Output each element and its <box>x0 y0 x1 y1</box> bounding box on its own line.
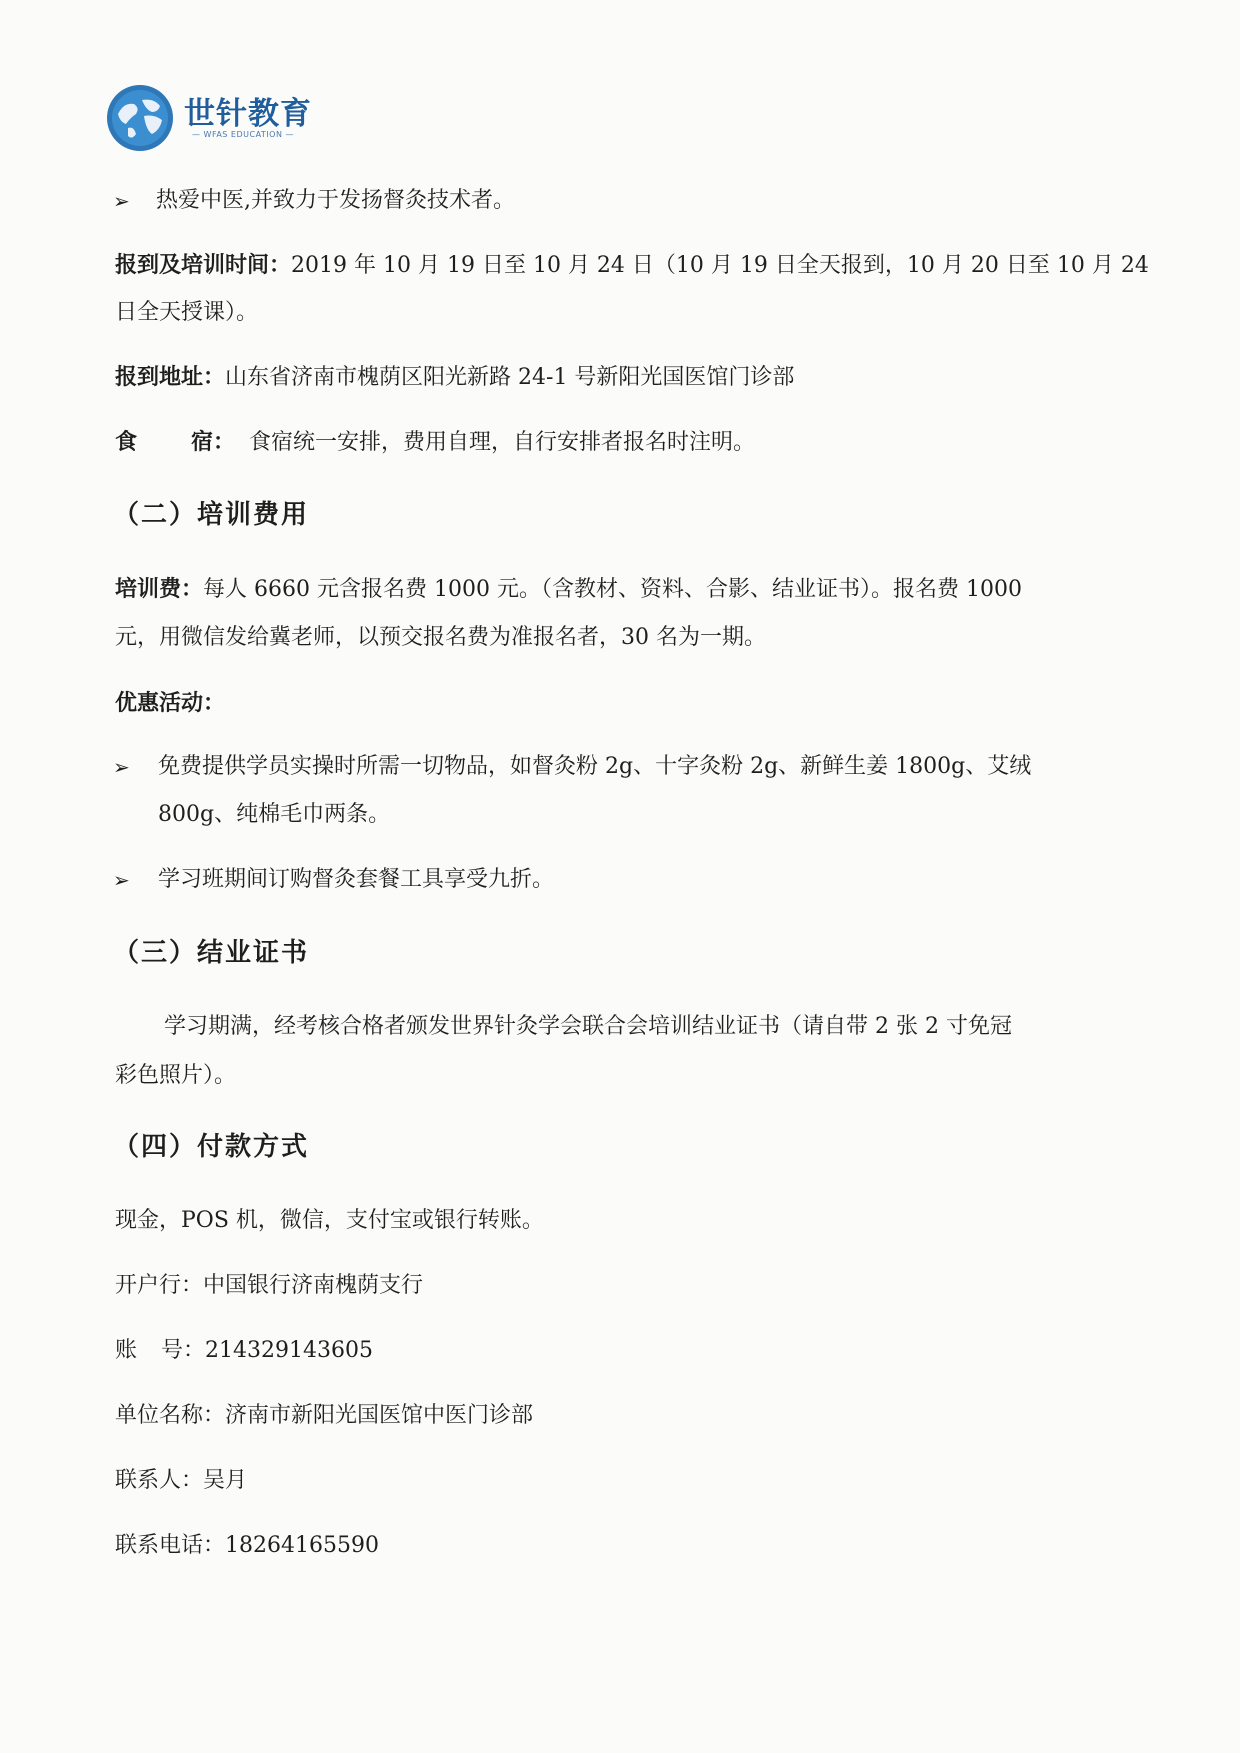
bank-value: 中国银行济南槐荫支行 <box>203 1273 424 1298</box>
phone-label: 联系电话： <box>115 1533 226 1558</box>
contact-label: 联系人： <box>115 1468 204 1493</box>
bullet-arrow-icon: ➢ <box>113 189 130 213</box>
lodging-line <box>115 427 755 458</box>
section-2-heading: （二）培训费用 <box>113 500 310 530</box>
bank-label: 开户行： <box>115 1273 204 1298</box>
promo-item-1-line-1: 免费提供学员实操时所需一切物品，如督灸粉 2g、十字灸粉 2g、新鲜生姜 1800g、艾绒 <box>158 754 1032 779</box>
intro-bullet-text: 热爱中医,并致力于发扬督灸技术者。 <box>156 188 515 213</box>
fee-label: 培训费： <box>115 576 204 602</box>
certificate-line-1: 学习期满，经考核合格者颁发世界针灸学会联合会培训结业证书（请自带 2 张 2 寸免冠 <box>164 1014 1012 1039</box>
section-4-heading: （四）付款方式 <box>113 1132 310 1162</box>
address-line <box>115 362 794 393</box>
schedule-text-2: 日全天授课）。 <box>115 300 259 325</box>
certificate-line-2: 彩色照片）。 <box>115 1063 237 1088</box>
section-3-heading: （三）结业证书 <box>113 938 310 968</box>
wfas-education-logo <box>106 84 312 154</box>
schedule-text-1: 2019 年 10 月 19 日至 10 月 24 日（10 月 19 日全天报到，10 月 20 日至 10 月 24 <box>291 253 1149 278</box>
fee-line-1 <box>115 574 1022 605</box>
logo-name-cn: 世针教育 <box>184 96 312 132</box>
unit-value: 济南市新阳光国医馆中医门诊部 <box>225 1403 534 1428</box>
globe-icon <box>106 84 174 152</box>
phone-value: 18264165590 <box>225 1533 379 1558</box>
account-line <box>115 1336 373 1366</box>
account-label-b: 号： <box>161 1338 206 1363</box>
fee-text-2: 元，用微信发给冀老师，以预交报名费为准报名者，30 名为一期。 <box>115 625 766 650</box>
lodging-label-b: 宿： <box>191 429 236 455</box>
phone-line <box>115 1531 379 1561</box>
promo-item-2-line-1: 学习班期间订购督灸套餐工具享受九折。 <box>158 867 555 892</box>
schedule-label: 报到及培训时间： <box>115 252 292 278</box>
logo-name-en: — WFAS EDUCATION — <box>192 130 294 139</box>
account-value: 214329143605 <box>205 1338 373 1363</box>
payment-methods: 现金，POS 机，微信，支付宝或银行转账。 <box>115 1208 544 1233</box>
address-text: 山东省济南市槐荫区阳光新路 24-1 号新阳光国医馆门诊部 <box>225 365 795 390</box>
contact-value: 吴月 <box>203 1468 248 1493</box>
schedule-line-1 <box>115 250 1149 281</box>
bank-line <box>115 1271 423 1301</box>
unit-line <box>115 1401 533 1431</box>
unit-label: 单位名称： <box>115 1403 226 1428</box>
contact-line <box>115 1466 247 1496</box>
fee-text-1: 每人 6660 元含报名费 1000 元。（含教材、资料、合影、结业证书）。报名费 1000 <box>203 577 1022 602</box>
promo-label: 优惠活动： <box>115 690 226 716</box>
lodging-text: 食宿统一安排，费用自理，自行安排者报名时注明。 <box>249 430 756 455</box>
bullet-arrow-icon: ➢ <box>113 755 130 779</box>
promo-item-1-line-2: 800g、纯棉毛巾两条。 <box>158 802 391 827</box>
bullet-arrow-icon: ➢ <box>113 868 130 892</box>
address-label: 报到地址： <box>115 364 226 390</box>
lodging-label-a: 食 <box>115 429 138 455</box>
account-label-a: 账 <box>115 1338 138 1363</box>
